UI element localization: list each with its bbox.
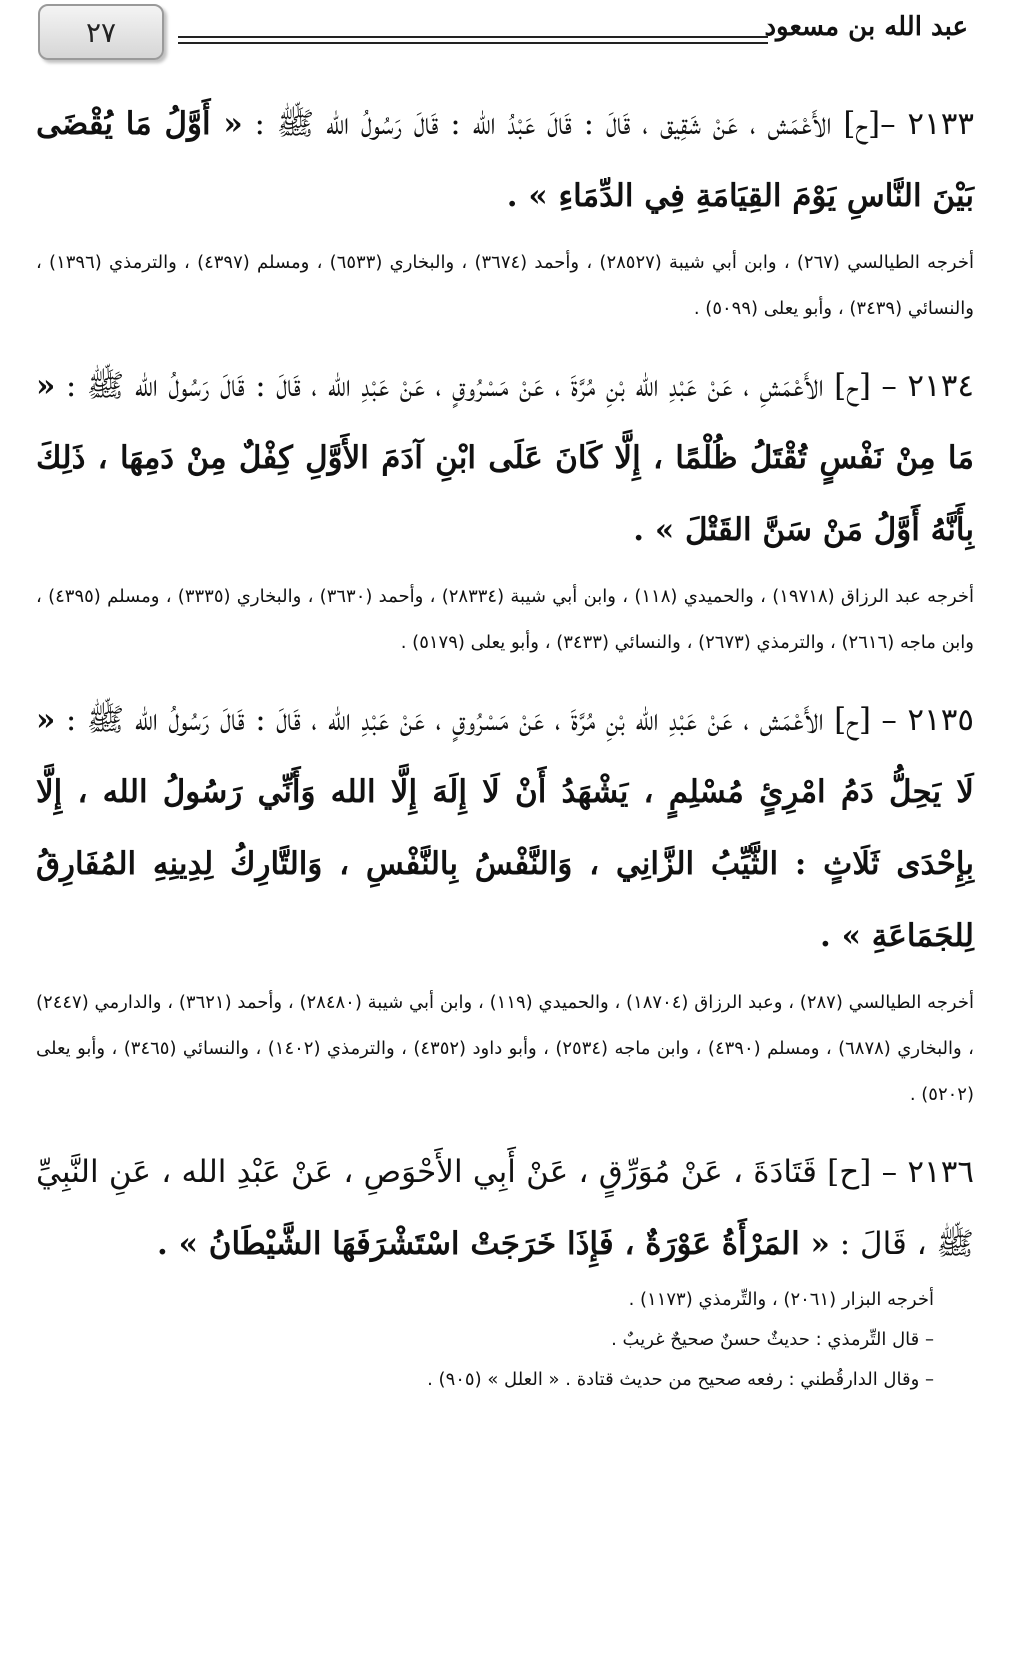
- hadith-isnad: ٢١٣٤ – [ح] الأَعْمَشِ ، عَنْ عَبْدِ الله بْنِ مُرَّةَ ، عَنْ مَسْرُوقٍ ، عَنْ عَبْدِ الله ، قَالَ : قَالَ رَسُولُ الله ﷺ :: [65, 368, 974, 404]
- hadith-matn: « لَا يَحِلُّ دَمُ امْرِئٍ مُسْلِمٍ ، يَشْهَدُ أَنْ لَا إِلَهَ إِلَّا الله وَأَنِّي رَسُولُ الله ، إِلَّا بِإِحْدَى ثَلَاثٍ : الثَّيِّبُ الزَّانِي ، وَالنَّفْسُ بِالنَّفْسِ ، وَالتَّارِكُ لِدِينِهِ المُفَارِقُ لِلجَمَاعَةِ » .: [36, 702, 974, 954]
- hadith-text: [36, 350, 974, 566]
- running-title: عبد الله بن مسعود: [764, 12, 968, 42]
- hadith-isnad: ٢١٣٣ –[ح] الأَعْمَش ، عَنْ شَقِيق ، قَالَ : قَالَ عَبْدُ الله : قَالَ رَسُولُ الله ﷺ :: [254, 106, 974, 142]
- takhrij-note: أخرجه عبد الرزاق (١٩٧١٨) ، والحميدي (١١٨) ، وابن أبي شيبة (٢٨٣٣٤) ، وأحمد (٣٦٣٠) ، والبخاري (٣٣٣٥) ، ومسلم (٤٣٩٥) ، وابن ماجه (٢٦١٦) ، والترمذي (٢٦٧٣) ، والنسائي (٣٤٣٣) ، وأبو يعلى (٥١٧٩) .: [36, 586, 975, 653]
- hadith-matn: « مَا مِنْ نَفْسٍ تُقْتَلُ ظُلْمًا ، إِلَّا كَانَ عَلَى ابْنِ آدَمَ الأَوَّلِ كِفْلٌ مِنْ دَمِهَا ، ذَلِكَ بِأَنَّهُ أَوَّلُ مَنْ سَنَّ القَتْلَ » .: [36, 368, 974, 548]
- scholar-comment: – قال التِّرمذي : حديثٌ حسنٌ صحيحٌ غريبٌ .: [611, 1329, 934, 1350]
- hadith-entry: [36, 1136, 974, 1400]
- takhrij-note: أخرجه البزار (٢٠٦١) ، والتِّرمذي (١١٧٣) .: [628, 1289, 934, 1310]
- scholar-comment: – وقال الدارقُطني : رفعه صحيح من حديث قتادة . « العلل » (٩٠٥) .: [427, 1369, 934, 1390]
- hadith-text: [36, 684, 974, 972]
- hadith-entry: [36, 684, 974, 1118]
- page-number: ٢٧: [38, 4, 164, 60]
- hadith-matn: « أَوَّلُ مَا يُقْضَى بَيْنَ النَّاسِ يَوْمَ القِيَامَةِ فِي الدِّمَاءِ » .: [36, 106, 974, 214]
- hadith-isnad: ٢١٣٥ – [ح] الأَعْمَش ، عَنْ عَبْدِ الله بْنِ مُرَّةَ ، عَنْ مَسْرُوقٍ ، عَنْ عَبْدِ الله ، قَالَ : قَالَ رَسُولُ الله ﷺ :: [65, 702, 974, 738]
- takhrij-notes: [36, 1280, 974, 1400]
- header-rule: [178, 36, 768, 38]
- takhrij-note: أخرجه الطيالسي (٢٦٧) ، وابن أبي شيبة (٢٨٥٢٧) ، وأحمد (٣٦٧٤) ، والبخاري (٦٥٣٣) ، ومسلم (٤٣٩٧) ، والترمذي (١٣٩٦) ، والنسائي (٣٤٣٩) ، وأبو يعلى (٥٠٩٩) .: [36, 252, 974, 319]
- page-body: [36, 88, 974, 1400]
- hadith-entry: [36, 350, 974, 666]
- hadith-entry: [36, 88, 974, 332]
- hadith-matn: « المَرْأَةُ عَوْرَةٌ ، فَإِذَا خَرَجَتْ اسْتَشْرَفَهَا الشَّيْطَانُ » .: [157, 1226, 830, 1262]
- takhrij-note: أخرجه الطيالسي (٢٨٧) ، وعبد الرزاق (١٨٧٠٤) ، والحميدي (١١٩) ، وابن أبي شيبة (٢٨٤٨٠) ، وأحمد (٣٦٢١) ، والدارمي (٢٤٤٧) ، والبخاري (٦٨٧٨) ، ومسلم (٤٣٩٠) ، وابن ماجه (٢٥٣٤) ، وأبو داود (٤٣٥٢) ، والترمذي (١٤٠٢) ، والنسائي (٣٤٦٥) ، وأبو يعلى (٥٢٠٢) .: [36, 992, 974, 1105]
- hadith-text: [36, 1136, 974, 1280]
- hadith-isnad: ٢١٣٦ – [ح] قَتَادَةَ ، عَنْ مُوَرِّقٍ ، عَنْ أَبِي الأَحْوَصِ ، عَنْ عَبْدِ الله ، عَنِ النَّبِيِّ ﷺ ، قَالَ :: [36, 1154, 974, 1262]
- hadith-text: [36, 88, 974, 232]
- header-rule: [178, 42, 768, 44]
